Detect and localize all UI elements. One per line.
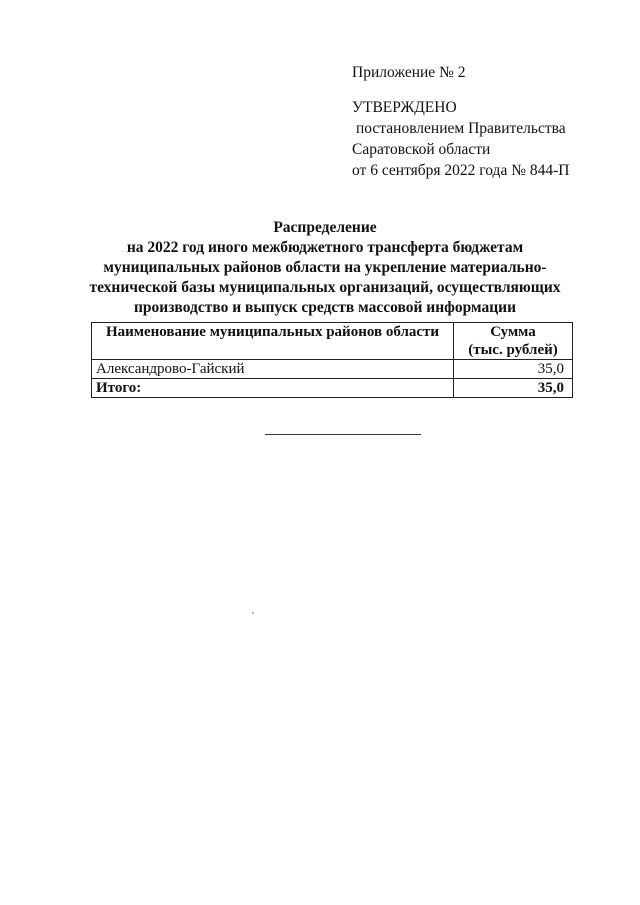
header-sum-line-1: Сумма bbox=[490, 324, 536, 340]
heading-line-2: муниципальных районов области на укрепление материально- bbox=[103, 259, 547, 276]
approval-line-2: Саратовской области bbox=[352, 141, 491, 158]
appendix-number: Приложение № 2 bbox=[352, 64, 466, 81]
document-heading bbox=[80, 218, 570, 318]
appendix-block bbox=[352, 62, 622, 181]
table-row bbox=[92, 360, 573, 379]
heading-line-4: производство и выпуск средств массовой информации bbox=[133, 299, 517, 316]
distribution-table bbox=[91, 322, 573, 398]
approval-line-1: постановлением Правительства bbox=[356, 120, 566, 137]
total-row bbox=[92, 379, 573, 398]
header-district-name: Наименование муниципальных районов области bbox=[92, 323, 454, 360]
end-divider bbox=[265, 434, 421, 435]
header-sum bbox=[454, 323, 573, 360]
approved-label: УТВЕРЖДЕНО bbox=[352, 99, 457, 116]
heading-title: Распределение bbox=[273, 219, 377, 236]
scan-speck bbox=[252, 612, 254, 614]
header-sum-line-2: (тыс. рублей) bbox=[468, 342, 558, 358]
heading-line-1: на 2022 год иного межбюджетного трансферта бюджетам bbox=[126, 239, 524, 256]
heading-line-3: технической базы муниципальных организаций, осуществляющих bbox=[89, 279, 561, 296]
district-sum-cell: 35,0 bbox=[454, 360, 573, 379]
total-sum: 35,0 bbox=[454, 379, 573, 398]
table-header-row bbox=[92, 323, 573, 360]
total-label: Итого: bbox=[92, 379, 454, 398]
district-name-cell: Александрово-Гайский bbox=[92, 360, 454, 379]
approval-line-3: от 6 сентября 2022 года № 844-П bbox=[352, 162, 570, 179]
